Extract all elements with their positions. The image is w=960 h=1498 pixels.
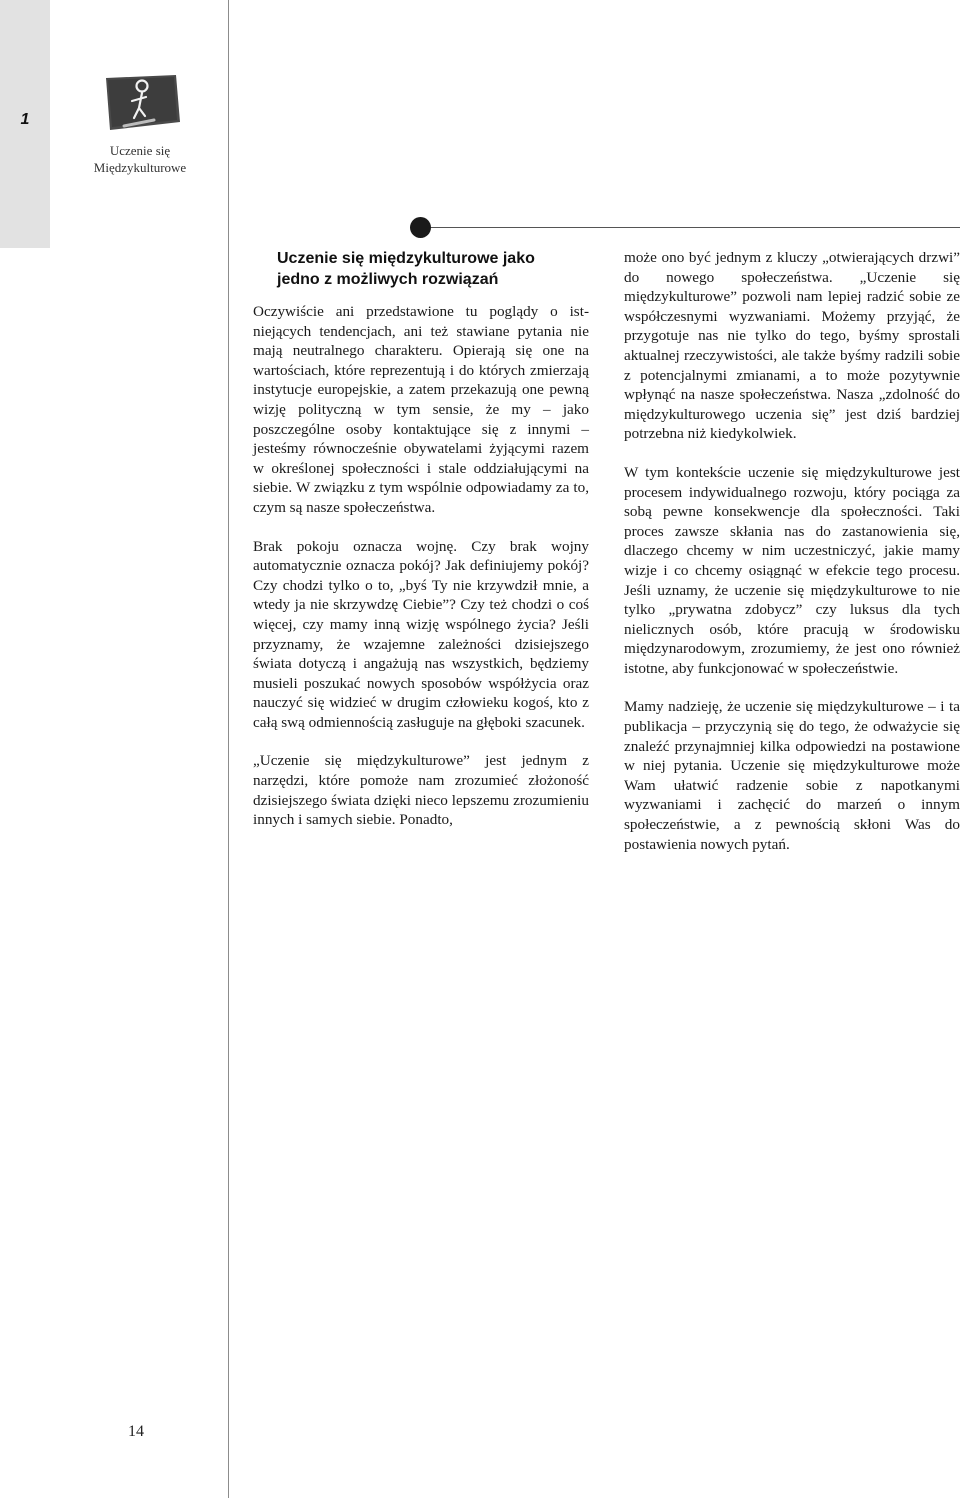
section-heading-line2: jedno z możliwych rozwiązań bbox=[277, 271, 499, 288]
sidebar-divider bbox=[228, 0, 229, 1498]
section-heading bbox=[277, 248, 589, 290]
top-rule-dot bbox=[410, 217, 431, 238]
chapter-title-line1: Uczenie się bbox=[109, 143, 171, 158]
paragraph: Brak pokoju oznacza wojnę. Czy brak wojny automatycznie oznacza pokój? Jak definiujemy pokój? Czy chodzi tylko o to, „byś Ty nie krzywdził mnie, a wtedy ja nie skrzywdzę Ciebie”? Czy też chodzi o coś więcej, czy mamy inną wizję wspólnego życia? Jeśli przyznamy, że wzajemne zależności dzisiejszego świata dotyczą i angażują nas wszystkich, będziemy musieli poszukać nowych sposobów współżycia oraz nauczyć się widzieć w drugim człowieku kogoś, kto z całą swą odmiennością zasługuje na głęboki szacunek. bbox=[253, 537, 589, 731]
right-column bbox=[624, 248, 960, 873]
chapter-number: 1 bbox=[20, 111, 30, 128]
page-number: 14 bbox=[128, 1423, 144, 1440]
chapter-title-line2: Międzykulturowe bbox=[93, 160, 187, 175]
paragraph: W tym kontekście uczenie się międzykulturowe jest procesem indywidualnego rozwoju, który pociąga za sobą pewne konsekwencje dla społeczności. Taki proces zawsze skłania nas do zastanowienia się, dlaczego chcemy w nim uczestniczyć, jakie mamy wizje i co chcemy osiągnąć w efekcie tego procesu. Jeśli uznamy, że uczenie się międzykulturowe to nie tylko „prywatna zdobycz” czy luksus dla tych nielicznych osób, które pracują w środowisku międzynarodowym, zrozumiemy, że jest ono również istotne, aby funkcjonować w społeczeństwie. bbox=[624, 463, 960, 677]
paragraph: „Uczenie się międzykulturowe” jest jednym z narzędzi, które pomoże nam zrozumieć złożoność dzisiejszego świata dzięki nieco lepszemu zrozumieniu innych i samych siebie. Ponadto, bbox=[253, 752, 589, 829]
paragraph: Mamy nadzieję, że uczenie się międzykulturowe – i ta publikacja – przyczynią się do tego, że odważycie się znaleźć przynajmniej kilka odpowiedzi na postawione w niej pytania. Uczenie się międzykulturowe może Wam ułatwić radzenie sobie z napotkanymi wyzwaniami i zachęcić do marzeń o innym społeczeństwie, a z pewnością skłoni Was do postawienia nowych pytań. bbox=[624, 698, 960, 853]
paragraph: może ono być jednym z kluczy „otwierających drzwi” do nowego społeczeństwa. „Uczenie się międzykulturowe” pozwoli nam lepiej radzić sobie ze współczesnymi wyzwaniami. Możemy przyjąć, że przygotuje nas nie tylko do tego, byśmy sprostali aktualnej rzeczywistości, ale także byśmy radzili sobie z potencjalnymi zmianami, a to może pozytywnie wpłynąć na nasze społeczeństwa. Nasza „zdolność do międzykulturowego uczenia się” jest dziś bardziej potrzebna niż kiedykolwiek. bbox=[624, 249, 960, 443]
paragraph: Oczywiście ani przedstawione tu poglądy o istniejących tendencjach, ani też stawiane pytania nie mają neutralnego charakteru. Opierają się one na wartościach, które reprezentują i do których zmierzają instytucje europejskie, a zatem przekazują one pewną wizję polityczną w tym sensie, że my – jako poszczególne osoby kontaktujące się z innymi – jesteśmy równocześnie obywatelami żyjącymi razem w określonej społeczności i stale oddziałującymi na siebie. W związku z tym wspólnie odpowiadamy za to, czym są nasze społeczeństwa. bbox=[253, 303, 589, 516]
section-heading-line1: Uczenie się międzykulturowe jako bbox=[277, 250, 535, 267]
left-column bbox=[253, 248, 589, 849]
stick-figure-flag-icon bbox=[102, 72, 182, 134]
chapter-title bbox=[80, 142, 200, 176]
top-rule bbox=[420, 227, 960, 228]
